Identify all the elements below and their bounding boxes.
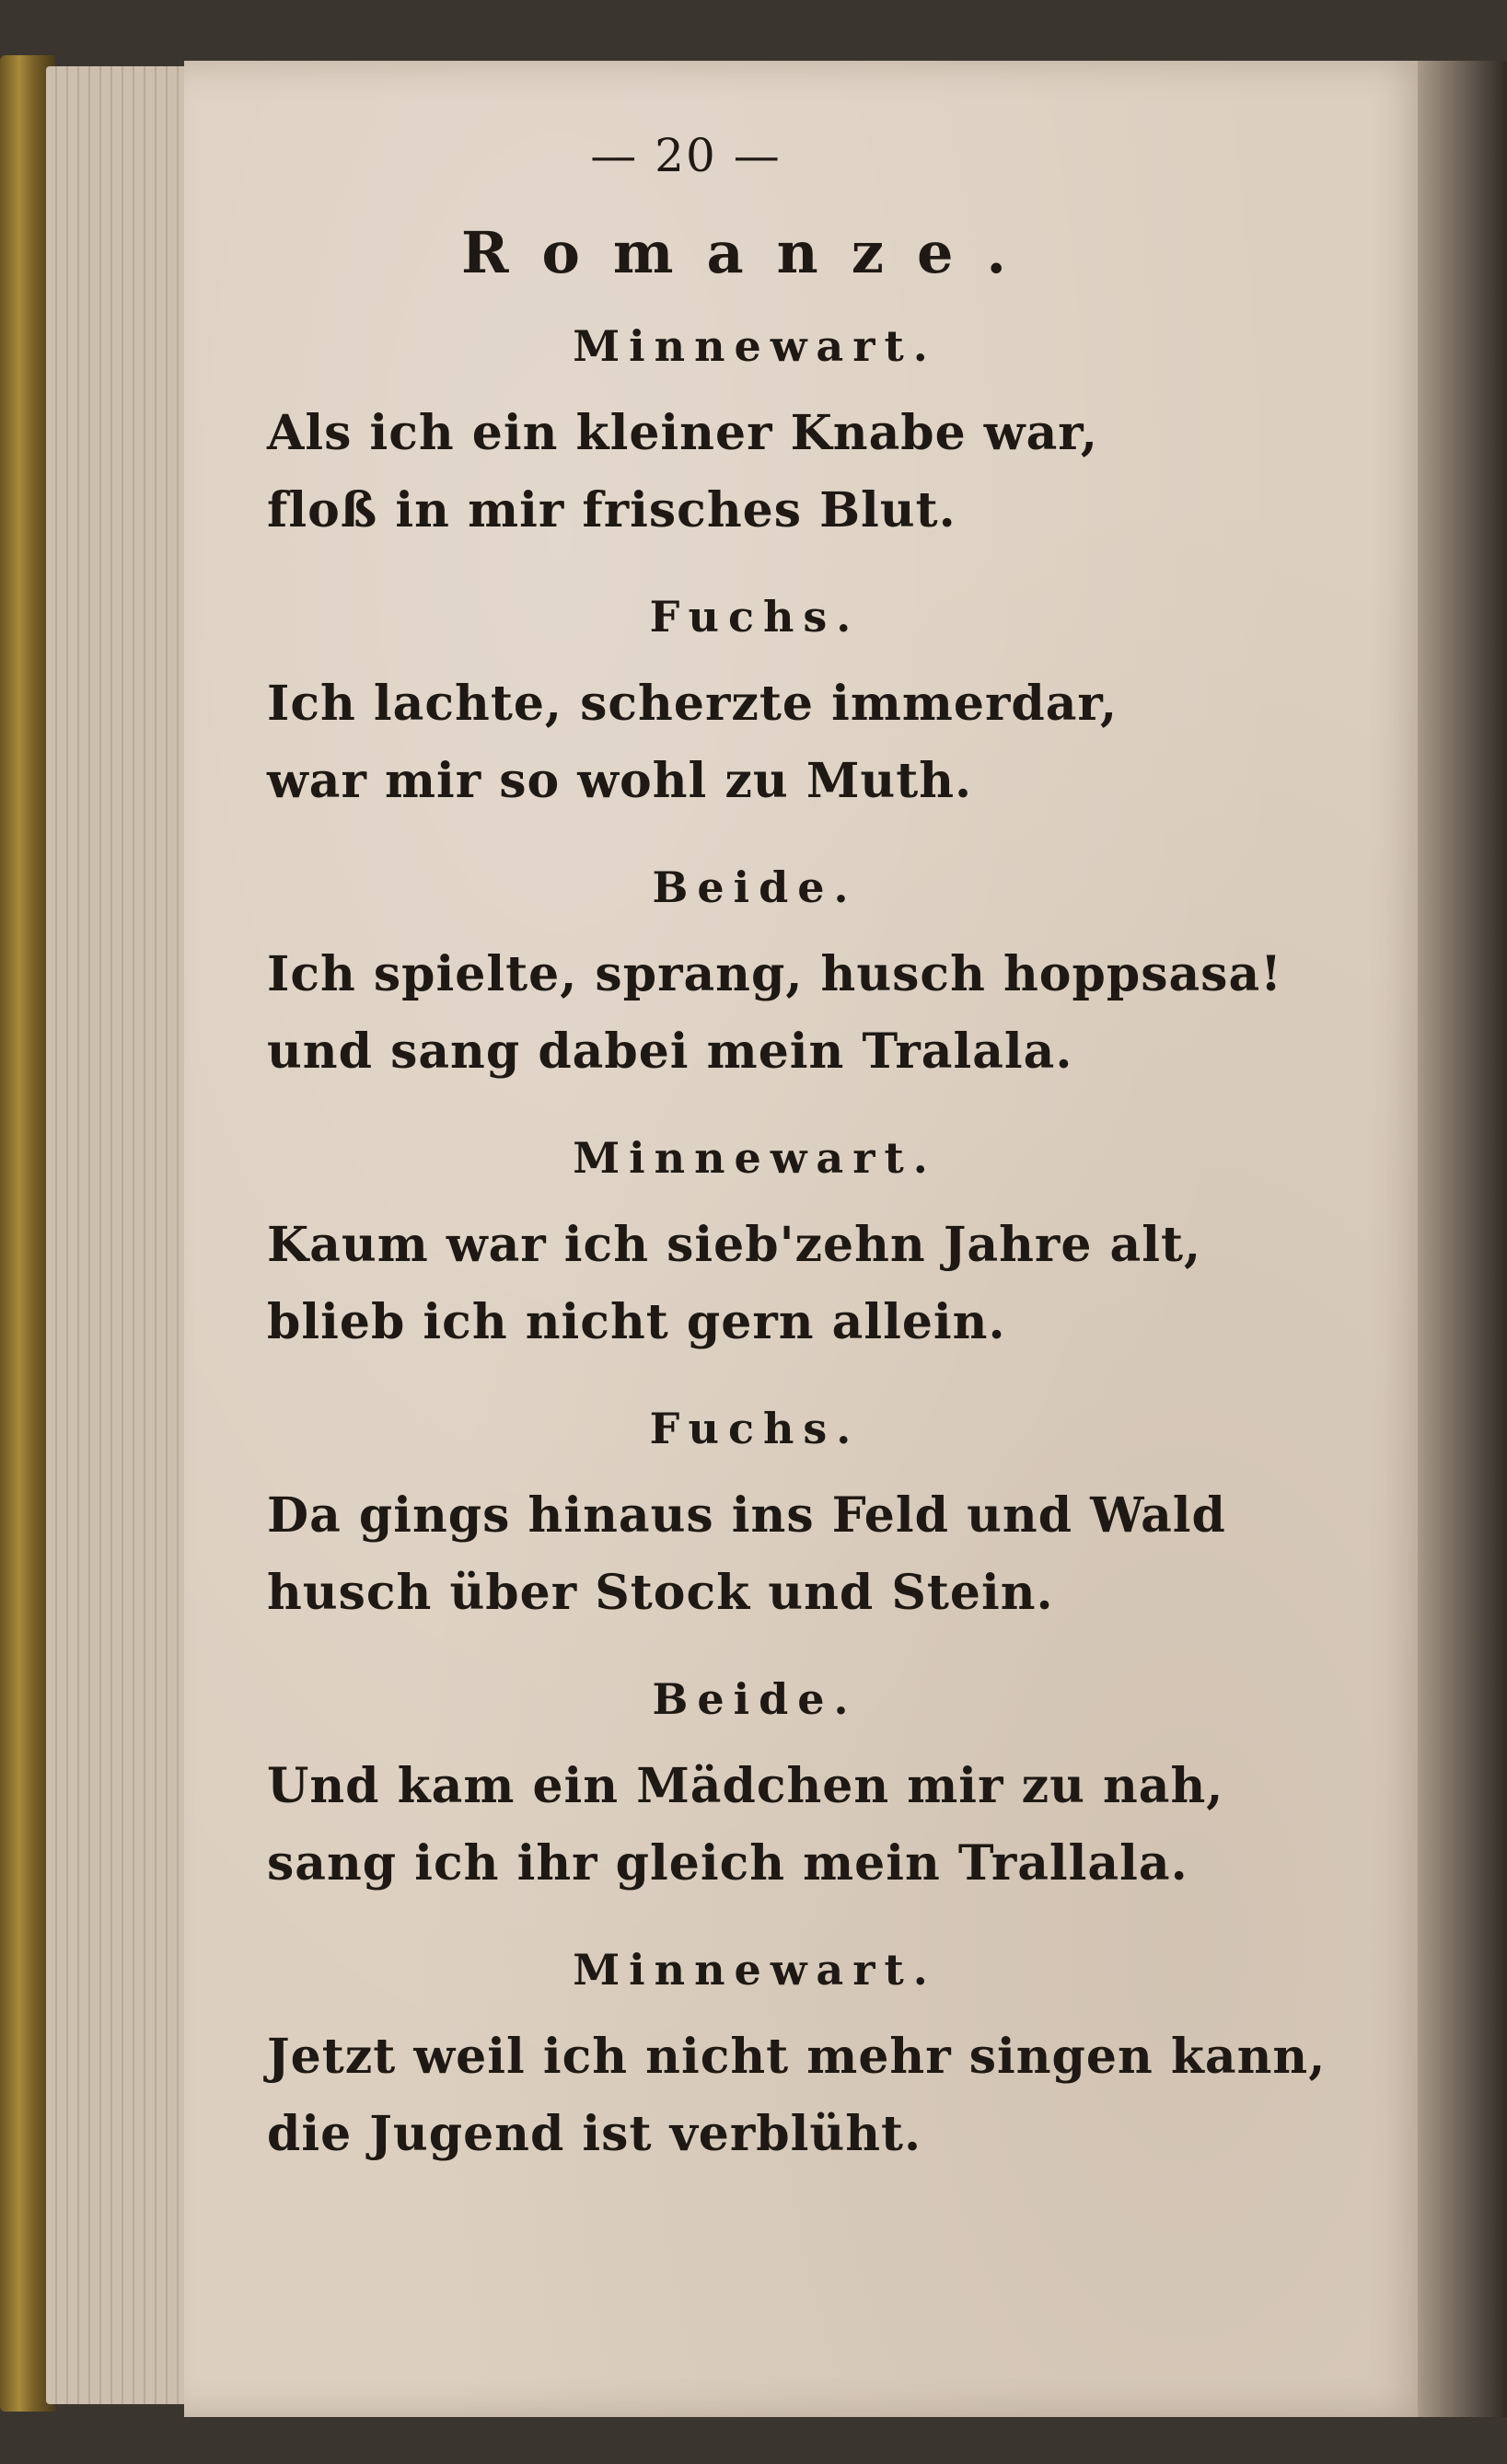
stanza	[267, 321, 1326, 549]
speaker-heading: Fuchs.	[649, 1404, 861, 1453]
verse-line: Ich lachte, scherzte immerdar,	[267, 676, 1119, 732]
verse-line: Jetzt weil ich nicht mehr singen kann,	[267, 2029, 1327, 2085]
verse-line: Ich spielte, sprang, husch hoppsasa!	[267, 946, 1282, 1002]
stanza	[267, 592, 1326, 820]
verse-line: Und kam ein Mädchen mir zu nah,	[267, 1758, 1224, 1814]
verse-line: blieb ich nicht gern allein.	[267, 1294, 1006, 1350]
page-gutter	[1418, 61, 1507, 2417]
page-text	[267, 129, 1326, 2173]
stanza	[267, 1945, 1326, 2173]
stanza	[267, 1674, 1326, 1903]
verse-line: die Jugend ist verblüht.	[267, 2106, 922, 2162]
speaker-heading: Beide.	[652, 1674, 858, 1724]
page-edges	[46, 66, 203, 2404]
speaker-heading: Fuchs.	[649, 592, 861, 642]
speaker-heading: Minnewart.	[573, 1133, 937, 1183]
speaker-heading: Minnewart.	[573, 321, 937, 371]
verse-line: Kaum war ich sieb'zehn Jahre alt,	[267, 1217, 1202, 1273]
speaker-heading: Beide.	[652, 862, 858, 912]
verse-line: husch über Stock und Stein.	[267, 1565, 1054, 1621]
speaker-heading: Minnewart.	[573, 1945, 937, 1995]
stanza	[267, 1133, 1326, 1361]
verse-line: floß in mir frisches Blut.	[267, 482, 956, 538]
verse-line: und sang dabei mein Tralala.	[267, 1024, 1073, 1080]
verse-line: sang ich ihr gleich mein Trallala.	[267, 1835, 1188, 1891]
verse-line: war mir so wohl zu Muth.	[267, 753, 973, 809]
stanza	[267, 862, 1326, 1091]
verse-line: Da gings hinaus ins Feld und Wald	[267, 1487, 1226, 1544]
verse-line: Als ich ein kleiner Knabe war,	[267, 405, 1098, 461]
stanza	[267, 1404, 1326, 1632]
page-number: — 20 —	[590, 129, 782, 182]
page-title: Romanze.	[461, 219, 1039, 286]
